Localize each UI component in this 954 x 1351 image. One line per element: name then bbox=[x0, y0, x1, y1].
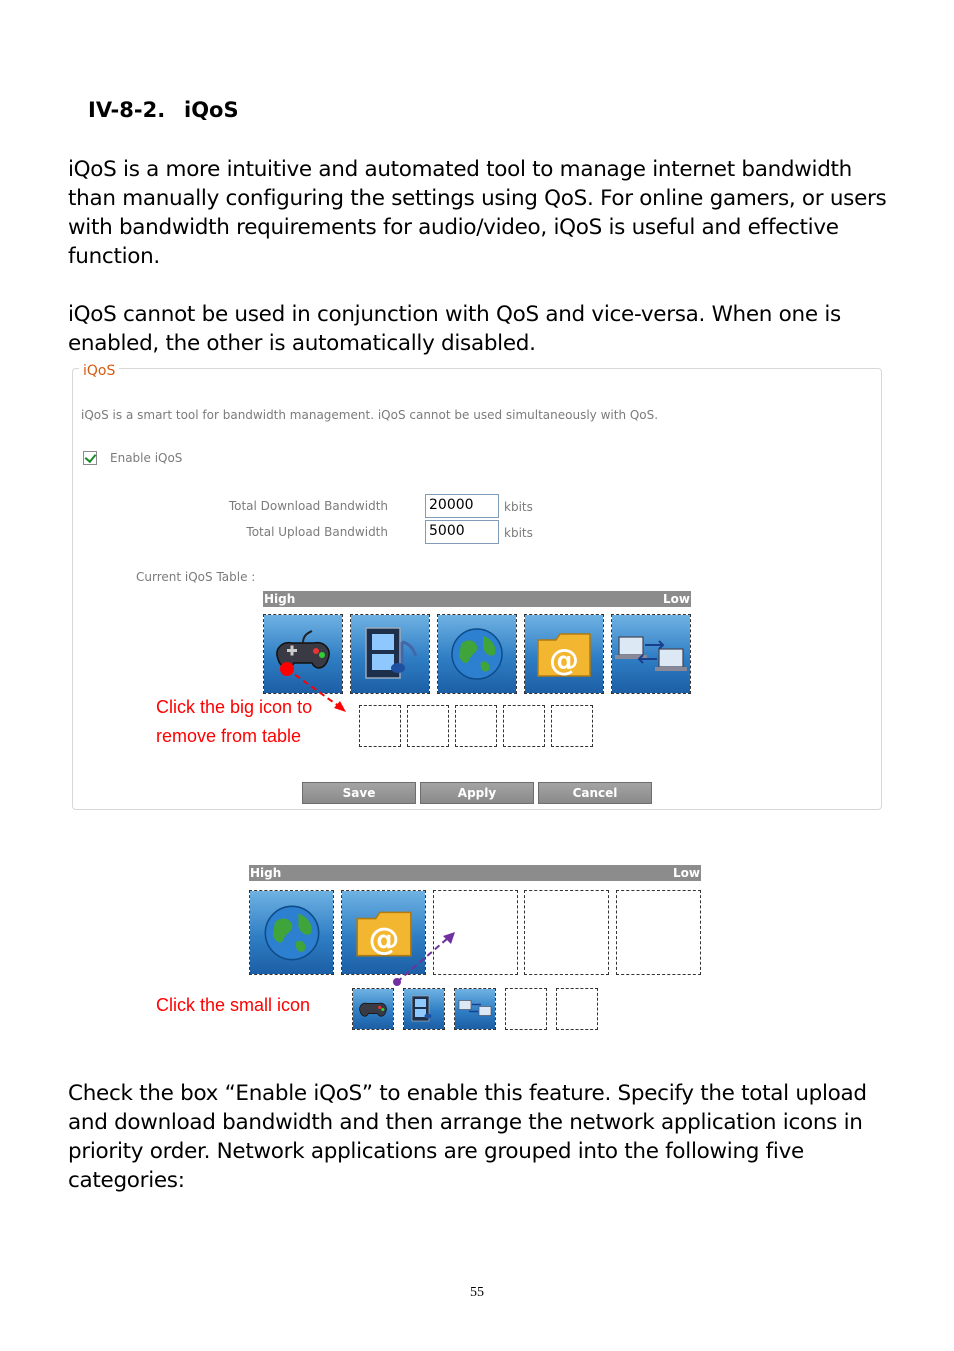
apply-button[interactable]: Apply bbox=[420, 782, 534, 804]
upload-unit: kbits bbox=[504, 526, 533, 540]
svg-text:@: @ bbox=[549, 643, 579, 678]
cancel-button[interactable]: Cancel bbox=[538, 782, 652, 804]
iqos-table-label: Current iQoS Table : bbox=[136, 570, 256, 584]
conjunction-paragraph: iQoS cannot be used in conjunction with QoS and vice-versa. When one is enabled, the other is automatically disabled. bbox=[68, 302, 841, 356]
section-title: iQoS bbox=[184, 98, 239, 122]
upload-bandwidth-label: Total Upload Bandwidth bbox=[246, 525, 388, 539]
download-bandwidth-input[interactable]: 20000 bbox=[425, 494, 499, 518]
example-priority-high-label: High bbox=[250, 866, 282, 880]
priority-high-label: High bbox=[264, 592, 296, 606]
priority-low-label: Low bbox=[663, 592, 690, 606]
remove-icon-note: Click the big icon to remove from table bbox=[156, 697, 313, 746]
save-button[interactable]: Save bbox=[302, 782, 416, 804]
small-icon-arrow bbox=[393, 932, 455, 986]
enable-iqos-label: Enable iQoS bbox=[110, 451, 183, 465]
intro-paragraph: iQoS is a more intuitive and automated tool to manage internet bandwidth than manually configuring the settings using QoS. For online gamers, or users with bandwidth requirements for audio/video, iQoS is useful and effective function. bbox=[68, 157, 887, 269]
page-number: 55 bbox=[470, 1285, 484, 1300]
section-number: IV-8-2. bbox=[88, 98, 166, 122]
download-unit: kbits bbox=[504, 500, 533, 514]
instructions-paragraph: Check the box “Enable iQoS” to enable this feature. Specify the total upload and download bandwidth and then arrange the network application icons in priority order. Network applications are grouped into the following five categories: bbox=[68, 1081, 867, 1193]
small-icon-note: Click the small icon bbox=[156, 995, 311, 1015]
download-bandwidth-label: Total Download Bandwidth bbox=[228, 499, 388, 513]
upload-bandwidth-input[interactable]: 5000 bbox=[425, 520, 499, 544]
panel-legend: iQoS bbox=[79, 363, 119, 379]
example-priority-low-label: Low bbox=[673, 866, 700, 880]
svg-text:@: @ bbox=[368, 921, 399, 957]
remove-arrow bbox=[280, 662, 346, 712]
panel-description: iQoS is a smart tool for bandwidth management. iQoS cannot be used simultaneously with QoS. bbox=[81, 408, 659, 422]
